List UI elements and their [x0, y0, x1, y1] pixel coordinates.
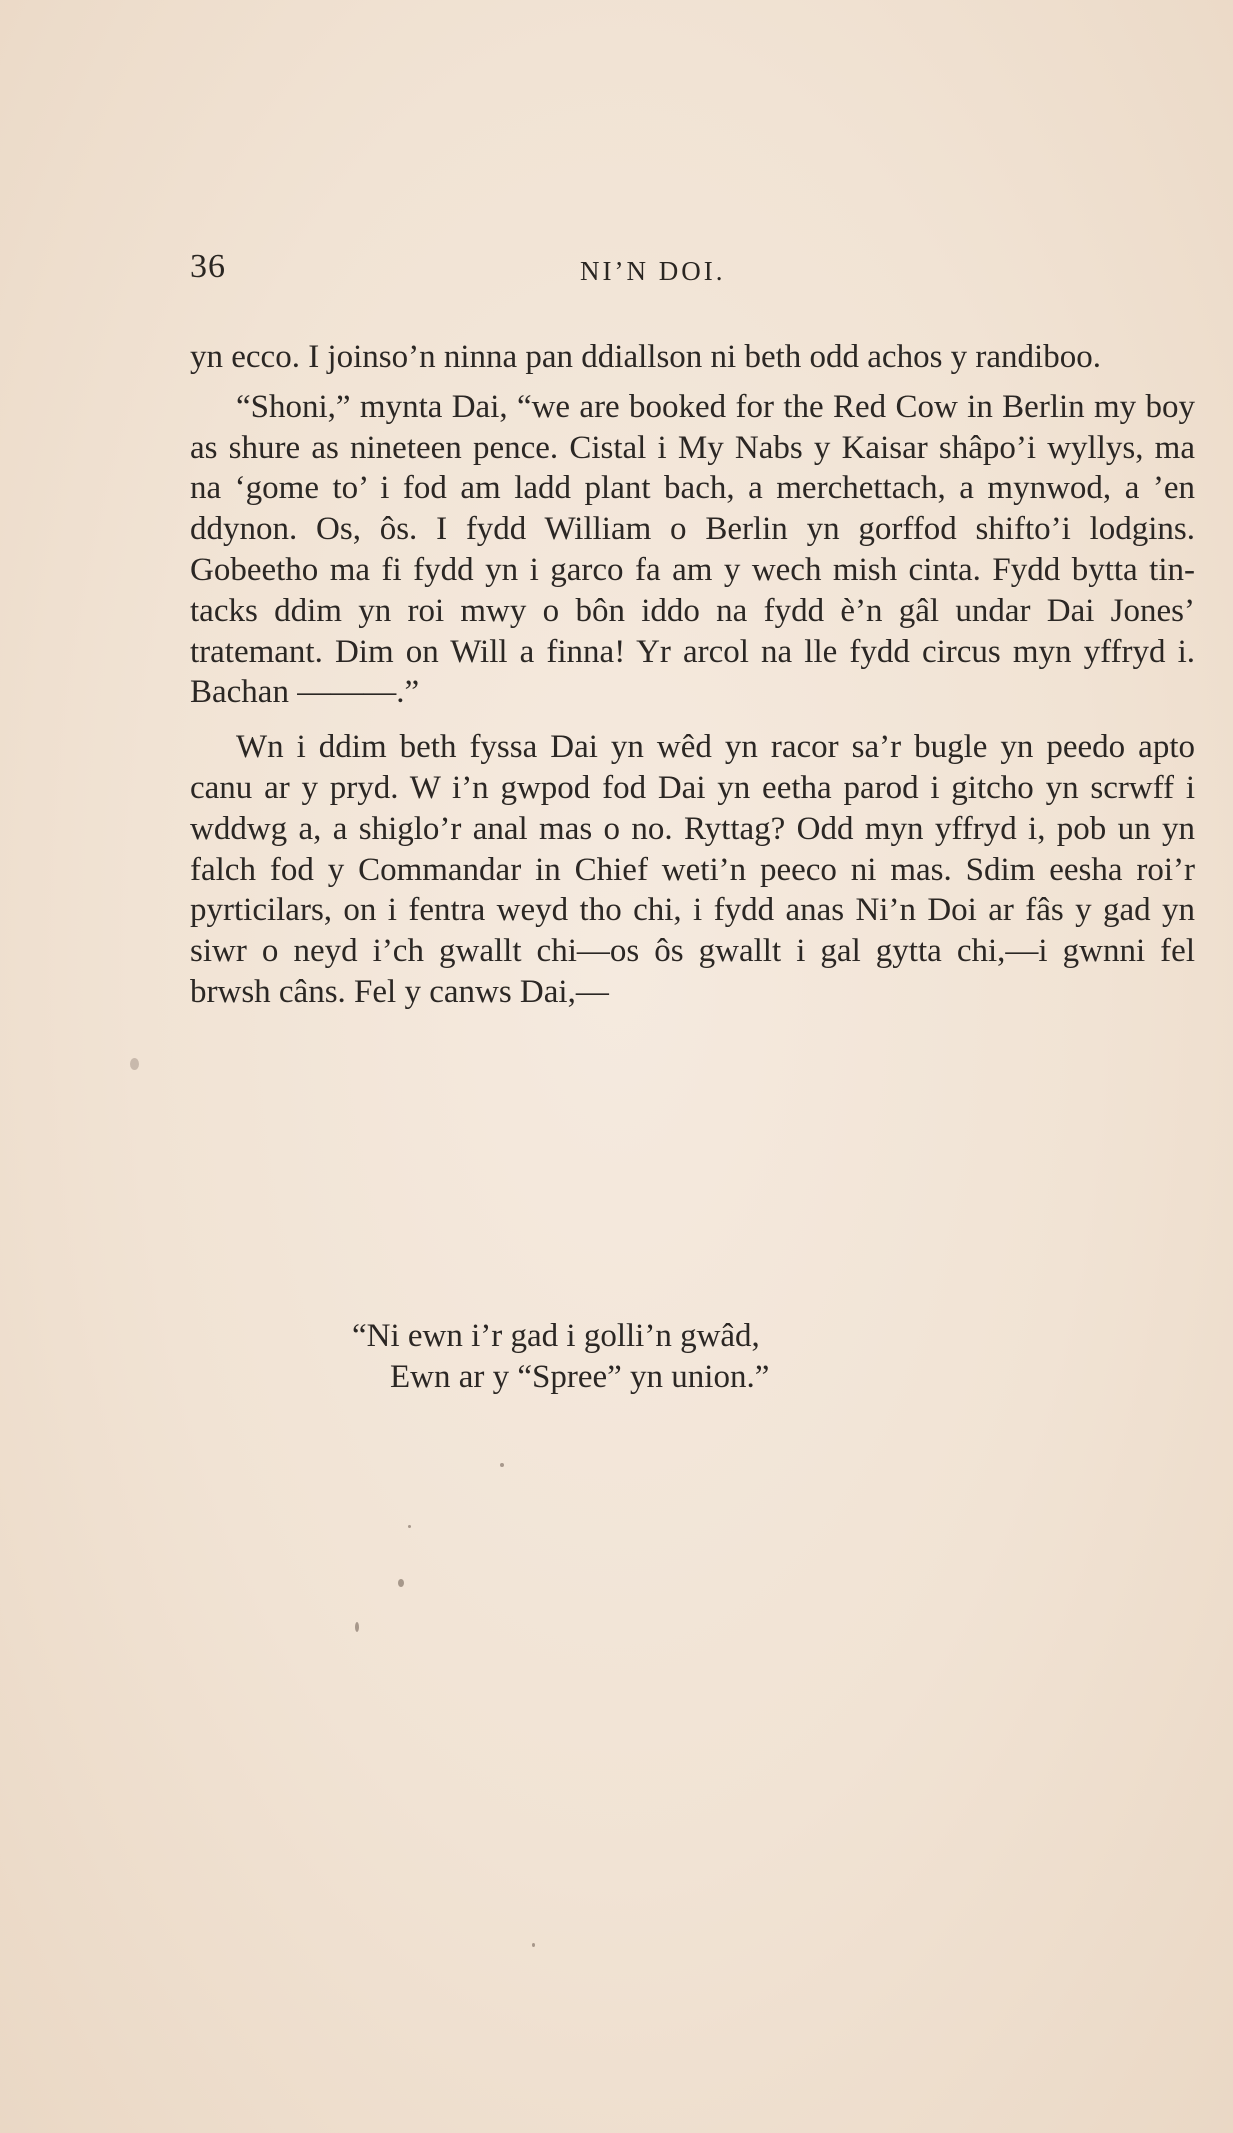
paragraph-bugle: Wn i ddim beth fyssa Dai yn wêd yn racor sa’r bugle yn peedo apto canu ar y pryd. W i’n gwpod fod Dai yn eetha parod i gitcho yn scrwff i wddwg a, a shiglo’r anal mas o no. Ryttag? Odd myn yffryd i, pob un yn falch fod y Commandar in Chief weti’n peeco ni mas. Sdim eesha roi’r pyrticilars, on i fentra weyd tho chi, i fydd anas Ni’n Doi ar fâs y gad yn siwr o neyd i’ch gwallt chi—os ôs gwallt i gal gytta chi,—i gwnni fel brwsh câns. Fel y canws Dai,—	[190, 729, 1195, 1010]
page-number: 36	[190, 248, 226, 285]
verse-line: Ewn ar y “Spree” yn union.”	[390, 1359, 770, 1395]
body-text	[190, 337, 1195, 1013]
verse-line: “Ni ewn i’r gad i golli’n gwâd,	[352, 1318, 760, 1354]
paper-speck	[532, 1943, 535, 1947]
running-title: NI’N DOI.	[580, 256, 726, 286]
paper-speck	[130, 1058, 139, 1070]
paragraph-continuation: yn ecco. I joinso’n ninna pan ddiallson ni beth odd achos y randiboo.	[190, 339, 1101, 375]
paragraph-shoni-speech: “Shoni,” mynta Dai, “we are booked for the Red Cow in Berlin my boy as shure as nineteen pence. Cistal i My Nabs y Kaisar shâpo’i wyllys, ma na ‘gome to’ i fod am ladd plant bach, a merchettach, a mynwod, a ’en ddynon. Os, ôs. I fydd William o Berlin yn gorffod shifto’i lodgins. Gobeetho ma fi fydd yn i garco fa am y wech mish cinta. Fydd bytta tin-tacks ddim yn roi mwy o bôn iddo na fydd è’n gâl undar Dai Jones’ tratemant. Dim on Will a finna! Yr arcol na lle fydd circus myn yffryd i. Bachan ———.”	[190, 388, 1195, 711]
running-head	[190, 248, 1195, 298]
paper-speck	[355, 1622, 359, 1632]
paper-speck	[500, 1463, 504, 1467]
paper-speck	[398, 1579, 404, 1587]
paper-speck	[408, 1525, 411, 1528]
verse-quote	[352, 1316, 769, 1398]
